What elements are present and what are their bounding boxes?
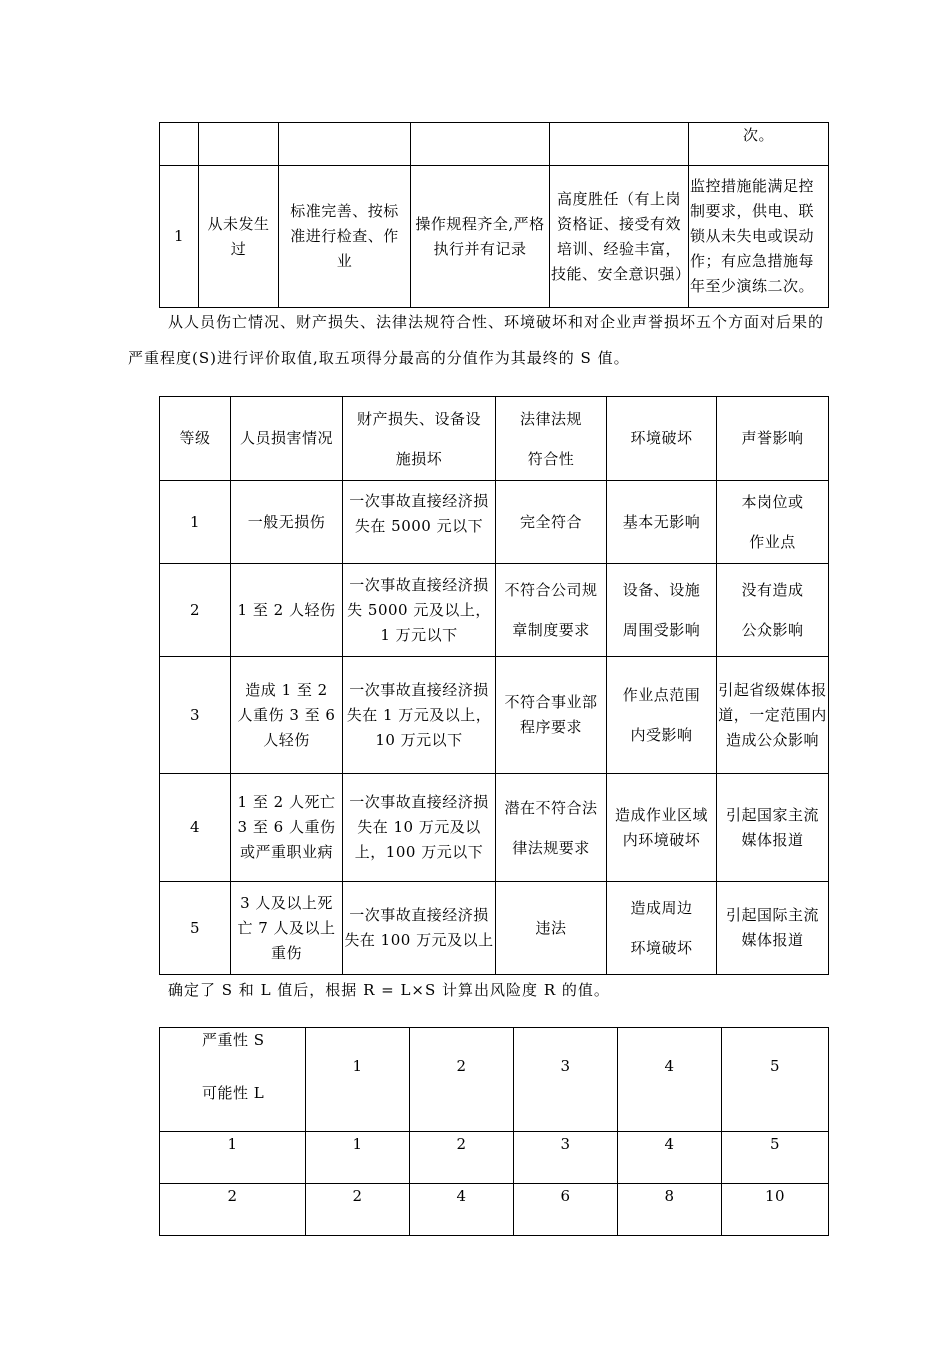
table-cell bbox=[160, 123, 199, 166]
paragraph-line: 确定了 S 和 L 值后，根据 R = L×S 计算出风险度 R 的值。 bbox=[168, 981, 610, 999]
matrix-cell: 2 bbox=[410, 1132, 514, 1184]
table-cell bbox=[199, 123, 279, 166]
matrix-cell: 5 bbox=[722, 1132, 829, 1184]
table-cell: 不符合事业部程序要求 bbox=[496, 657, 607, 774]
table-row bbox=[160, 123, 829, 166]
header-environment: 环境破坏 bbox=[607, 397, 717, 481]
matrix-row-header: 2 bbox=[160, 1184, 306, 1236]
table-cell: 一般无损伤 bbox=[231, 481, 343, 564]
paragraph-line: 严重程度(S)进行评价取值,取五项得分最高的分值作为其最终的 S 值。 bbox=[128, 349, 630, 367]
table-row bbox=[160, 882, 829, 975]
table-cell: 造成周边环境破坏 bbox=[607, 882, 717, 975]
table-cell: 一次事故直接经济损失在 1 万元及以上，10 万元以下 bbox=[343, 657, 496, 774]
risk-matrix-table bbox=[159, 1027, 829, 1236]
table-cell: 高度胜任（有上岗资格证、接受有效培训、经验丰富，技能、安全意识强） bbox=[550, 166, 689, 308]
table-cell: 标准完善、按标准进行检查、作业 bbox=[279, 166, 411, 308]
header-reputation: 声誉影响 bbox=[717, 397, 829, 481]
header-level: 等级 bbox=[160, 397, 231, 481]
table-cell: 潜在不符合法律法规要求 bbox=[496, 774, 607, 882]
matrix-column-header: 2 bbox=[410, 1028, 514, 1132]
table-cell: 2 bbox=[160, 564, 231, 657]
severity-intro-paragraph bbox=[168, 312, 824, 332]
table-cell: 基本无影响 bbox=[607, 481, 717, 564]
matrix-cell: 10 bbox=[722, 1184, 829, 1236]
matrix-cell: 3 bbox=[514, 1132, 618, 1184]
table-cell: 次。 bbox=[689, 123, 829, 166]
table-cell: 一次事故直接经济损失在 100 万元及以上 bbox=[343, 882, 496, 975]
table-cell: 完全符合 bbox=[496, 481, 607, 564]
table-cell: 监控措施能满足控制要求，供电、联锁从未失电或误动作；有应急措施每年至少演练二次。 bbox=[689, 166, 829, 308]
matrix-column-header: 1 bbox=[306, 1028, 410, 1132]
table-cell: 1 至 2 人轻伤 bbox=[231, 564, 343, 657]
table-row bbox=[160, 564, 829, 657]
table-cell: 引起国家主流媒体报道 bbox=[717, 774, 829, 882]
table-cell: 设备、设施周围受影响 bbox=[607, 564, 717, 657]
matrix-row-header: 1 bbox=[160, 1132, 306, 1184]
table-cell: 造成作业区域内环境破坏 bbox=[607, 774, 717, 882]
table-cell bbox=[550, 123, 689, 166]
table-row bbox=[160, 166, 829, 308]
table-row bbox=[160, 1184, 829, 1236]
matrix-cell: 1 bbox=[306, 1132, 410, 1184]
table-header-row bbox=[160, 1028, 829, 1132]
matrix-cell: 4 bbox=[618, 1132, 722, 1184]
severity-intro-paragraph-line2 bbox=[128, 348, 630, 368]
table-header-row bbox=[160, 397, 829, 481]
table-row bbox=[160, 657, 829, 774]
table-cell: 3 bbox=[160, 657, 231, 774]
matrix-column-header: 3 bbox=[514, 1028, 618, 1132]
table-cell: 造成 1 至 2 人重伤 3 至 6 人轻伤 bbox=[231, 657, 343, 774]
table-cell: 一次事故直接经济损失在 5000 元以下 bbox=[343, 481, 496, 564]
table-row bbox=[160, 481, 829, 564]
table-cell bbox=[279, 123, 411, 166]
table-cell: 不符合公司规章制度要求 bbox=[496, 564, 607, 657]
table-cell: 引起省级媒体报道，一定范围内造成公众影响 bbox=[717, 657, 829, 774]
matrix-corner-cell bbox=[160, 1028, 306, 1132]
paragraph-line: 从人员伤亡情况、财产损失、法律法规符合性、环境破坏和对企业声誉损坏五个方面对后果的 bbox=[168, 313, 825, 331]
table-cell: 4 bbox=[160, 774, 231, 882]
matrix-cell: 4 bbox=[410, 1184, 514, 1236]
matrix-cell: 2 bbox=[306, 1184, 410, 1236]
matrix-column-header: 5 bbox=[722, 1028, 829, 1132]
table-cell: 没有造成公众影响 bbox=[717, 564, 829, 657]
risk-formula-paragraph bbox=[168, 980, 610, 1000]
level-cell: 1 bbox=[160, 166, 199, 308]
severity-table bbox=[159, 396, 829, 975]
table-cell: 违法 bbox=[496, 882, 607, 975]
severity-axis-label: 严重性 S bbox=[202, 1031, 265, 1049]
table-cell: 一次事故直接经济损失在 10 万元及以上，100 万元以下 bbox=[343, 774, 496, 882]
header-property: 财产损失、设备设施损坏 bbox=[343, 397, 496, 481]
table-row bbox=[160, 1132, 829, 1184]
table-cell: 从未发生过 bbox=[199, 166, 279, 308]
table-cell: 作业点范围内受影响 bbox=[607, 657, 717, 774]
header-legal: 法律法规符合性 bbox=[496, 397, 607, 481]
likelihood-table bbox=[159, 122, 829, 308]
table-cell: 5 bbox=[160, 882, 231, 975]
table-cell: 操作规程齐全,严格执行并有记录 bbox=[411, 166, 550, 308]
table-cell: 1 至 2 人死亡 3 至 6 人重伤或严重职业病 bbox=[231, 774, 343, 882]
table-cell: 引起国际主流媒体报道 bbox=[717, 882, 829, 975]
table-cell: 1 bbox=[160, 481, 231, 564]
table-cell bbox=[411, 123, 550, 166]
table-cell: 一次事故直接经济损失 5000 元及以上，1 万元以下 bbox=[343, 564, 496, 657]
matrix-cell: 8 bbox=[618, 1184, 722, 1236]
matrix-cell: 6 bbox=[514, 1184, 618, 1236]
header-personnel: 人员损害情况 bbox=[231, 397, 343, 481]
table-cell: 3 人及以上死亡 7 人及以上重伤 bbox=[231, 882, 343, 975]
table-row bbox=[160, 774, 829, 882]
likelihood-axis-label: 可能性 L bbox=[202, 1084, 265, 1102]
table-cell: 本岗位或作业点 bbox=[717, 481, 829, 564]
matrix-column-header: 4 bbox=[618, 1028, 722, 1132]
